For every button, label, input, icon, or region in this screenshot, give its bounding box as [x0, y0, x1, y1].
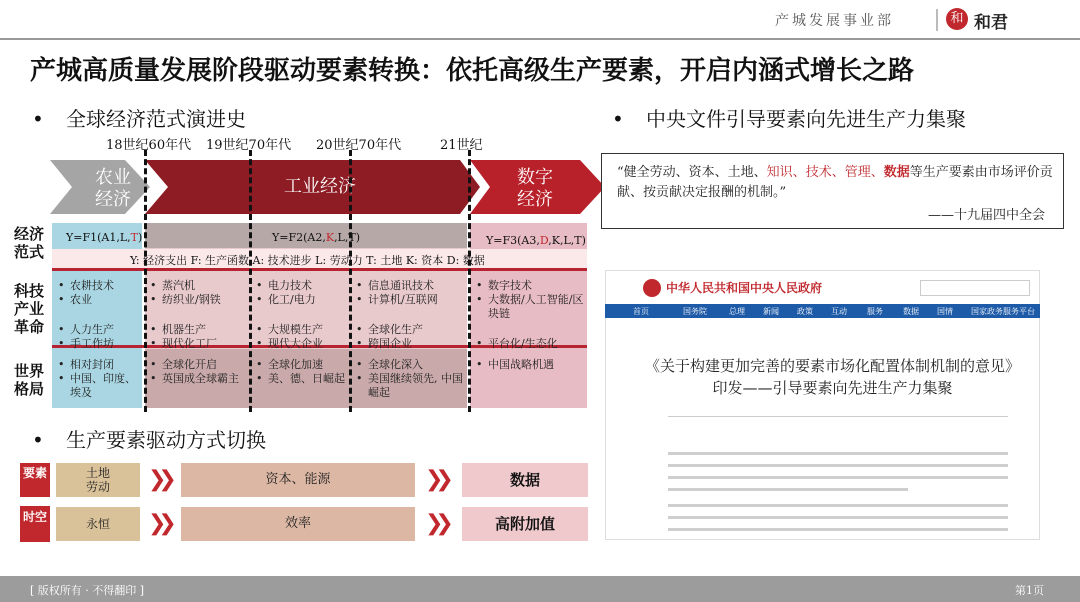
- national-emblem-icon: [643, 279, 661, 297]
- header-rule: [0, 38, 1080, 40]
- gov-nav-item[interactable]: 国务院: [683, 307, 707, 316]
- gov-article-title[interactable]: 《关于构建更加完善的要素市场化配置体制机制的意见》印发——引导要素向先进生产力集聚: [645, 357, 1021, 397]
- row-label-paradigm: 经济 范式: [14, 225, 45, 261]
- department-name: 产城发展事业部: [775, 13, 894, 29]
- gov-article-rule: [668, 416, 1008, 417]
- page-title: 产城高质量发展阶段驱动要素转换：依托高级生产要素，开启内涵式增长之路: [30, 56, 915, 86]
- section-global-paradigm: • 全球经济范式演进史: [32, 107, 246, 131]
- factor-tag-spacetime: 时空: [20, 506, 50, 542]
- gov-body-line: [668, 476, 1008, 479]
- pattern-agri: • 相对封闭 • 中国、印度、埃及: [56, 358, 142, 400]
- logo-divider: [936, 9, 938, 31]
- stage-agri-label: 农业 经济: [95, 167, 131, 210]
- era-label: 19世纪70年代: [206, 138, 292, 153]
- quote-source: ——十九届四中全会: [928, 208, 1046, 223]
- gov-nav-item[interactable]: 新闻: [763, 307, 779, 316]
- factor-elements-industrial: 资本、能源: [181, 463, 415, 497]
- gov-body-line: [668, 504, 1008, 507]
- factor-spacetime-industrial: 效率: [181, 507, 415, 541]
- pattern-industrial-2: • 全球化加速 • 美、德、日崛起: [254, 358, 348, 386]
- company-logo-icon: 和: [946, 8, 968, 30]
- gov-body-line: [668, 528, 1008, 531]
- factor-tag-elements: 要素: [20, 463, 50, 497]
- revolution-agri: • 农耕技术 • 农业 • 人力生产 • 手工作坊: [56, 279, 142, 351]
- era-label: 20世纪70年代: [316, 138, 402, 153]
- gov-site-name: 中华人民共和国中央人民政府: [666, 281, 823, 295]
- row-label-pattern: 世界 格局: [14, 362, 45, 398]
- revolution-industrial-3: • 信息通讯技术 • 计算机/互联网 • 全球化生产 • 跨国企业: [354, 279, 466, 351]
- stage-digital-label: 数字 经济: [517, 167, 553, 210]
- gov-nav-item[interactable]: 互动: [831, 307, 847, 316]
- gov-body-line: [668, 488, 908, 491]
- era-divider: [349, 150, 352, 412]
- factor-elements-digital: 数据: [462, 463, 588, 497]
- company-logo-text: 和君: [974, 13, 1008, 33]
- factor-elements-agri: 土地 劳动: [56, 463, 140, 497]
- factor-spacetime-digital: 高附加值: [462, 507, 588, 541]
- era-label: 18世纪60年代: [106, 138, 192, 153]
- revolution-digital: • 数字技术 • 大数据/人工智能/区块链 • 平台化/生态化: [474, 279, 586, 351]
- formula-digital: Y=F3(A3,D,K,L,T): [486, 234, 586, 247]
- formula-agri: Y=F1(A1,L,T): [66, 231, 143, 244]
- factor-arrow-icon: ❯❯: [148, 511, 169, 536]
- era-label: 21世纪: [440, 138, 483, 153]
- gov-body-line: [668, 464, 1008, 467]
- gov-body-line: [668, 452, 1008, 455]
- factor-arrow-icon: ❯❯: [425, 467, 446, 492]
- gov-nav-item[interactable]: 总理: [729, 307, 745, 316]
- formula-industrial: Y=F2(A2,K,L,T): [272, 231, 360, 244]
- gov-nav-item[interactable]: 国情: [937, 307, 953, 316]
- era-divider: [144, 150, 147, 412]
- gov-search-input[interactable]: [920, 280, 1030, 296]
- section-central-document: • 中央文件引导要素向先进生产力集聚: [612, 107, 966, 131]
- gov-nav-item[interactable]: 服务: [867, 307, 883, 316]
- factor-spacetime-agri: 永恒: [56, 507, 140, 541]
- gov-body-line: [668, 516, 1008, 519]
- gov-nav-bar: [605, 304, 1040, 318]
- factor-arrow-icon: ❯❯: [425, 511, 446, 536]
- page-number: 第1页: [1015, 584, 1044, 597]
- stage-industrial-label: 工业经济: [284, 176, 356, 197]
- era-divider: [249, 150, 252, 412]
- formula-legend: Y: 经济支出 F: 生产函数 A: 技术进步 L: 劳动力 T: 土地 K: 资本 D: 数据: [130, 254, 485, 267]
- gov-nav-item[interactable]: 首页: [633, 307, 649, 316]
- gov-nav-item[interactable]: 国家政务服务平台: [971, 307, 1035, 316]
- quote-text: “健全劳动、资本、土地、知识、技术、管理、数据等生产要素由市场评价贡献、按贡献决定报酬的机制。”: [617, 165, 1053, 200]
- gov-nav-item[interactable]: 数据: [903, 307, 919, 316]
- revolution-industrial-2: • 电力技术 • 化工/电力 • 大规模生产 • 现代大企业: [254, 279, 348, 351]
- row-label-revolution: 科技 产业 革命: [14, 282, 45, 336]
- revolution-industrial-1: • 蒸汽机 • 纺织业/钢铁 • 机器生产 • 现代化工厂: [148, 279, 248, 351]
- pattern-industrial-3: • 全球化深入 • 美国继续领先, 中国崛起: [354, 358, 466, 400]
- pattern-digital: • 中国战略机遇: [474, 358, 586, 372]
- row-divider-1: [52, 268, 587, 271]
- gov-nav-item[interactable]: 政策: [797, 307, 813, 316]
- footer-bar: [0, 576, 1080, 602]
- factor-arrow-icon: ❯❯: [148, 467, 169, 492]
- era-divider: [468, 150, 471, 412]
- pattern-industrial-1: • 全球化开启 • 英国成全球霸主: [148, 358, 248, 386]
- copyright-notice: [ 版权所有 · 不得翻印 ]: [30, 584, 145, 597]
- section-factor-switch: • 生产要素驱动方式切换: [32, 428, 266, 452]
